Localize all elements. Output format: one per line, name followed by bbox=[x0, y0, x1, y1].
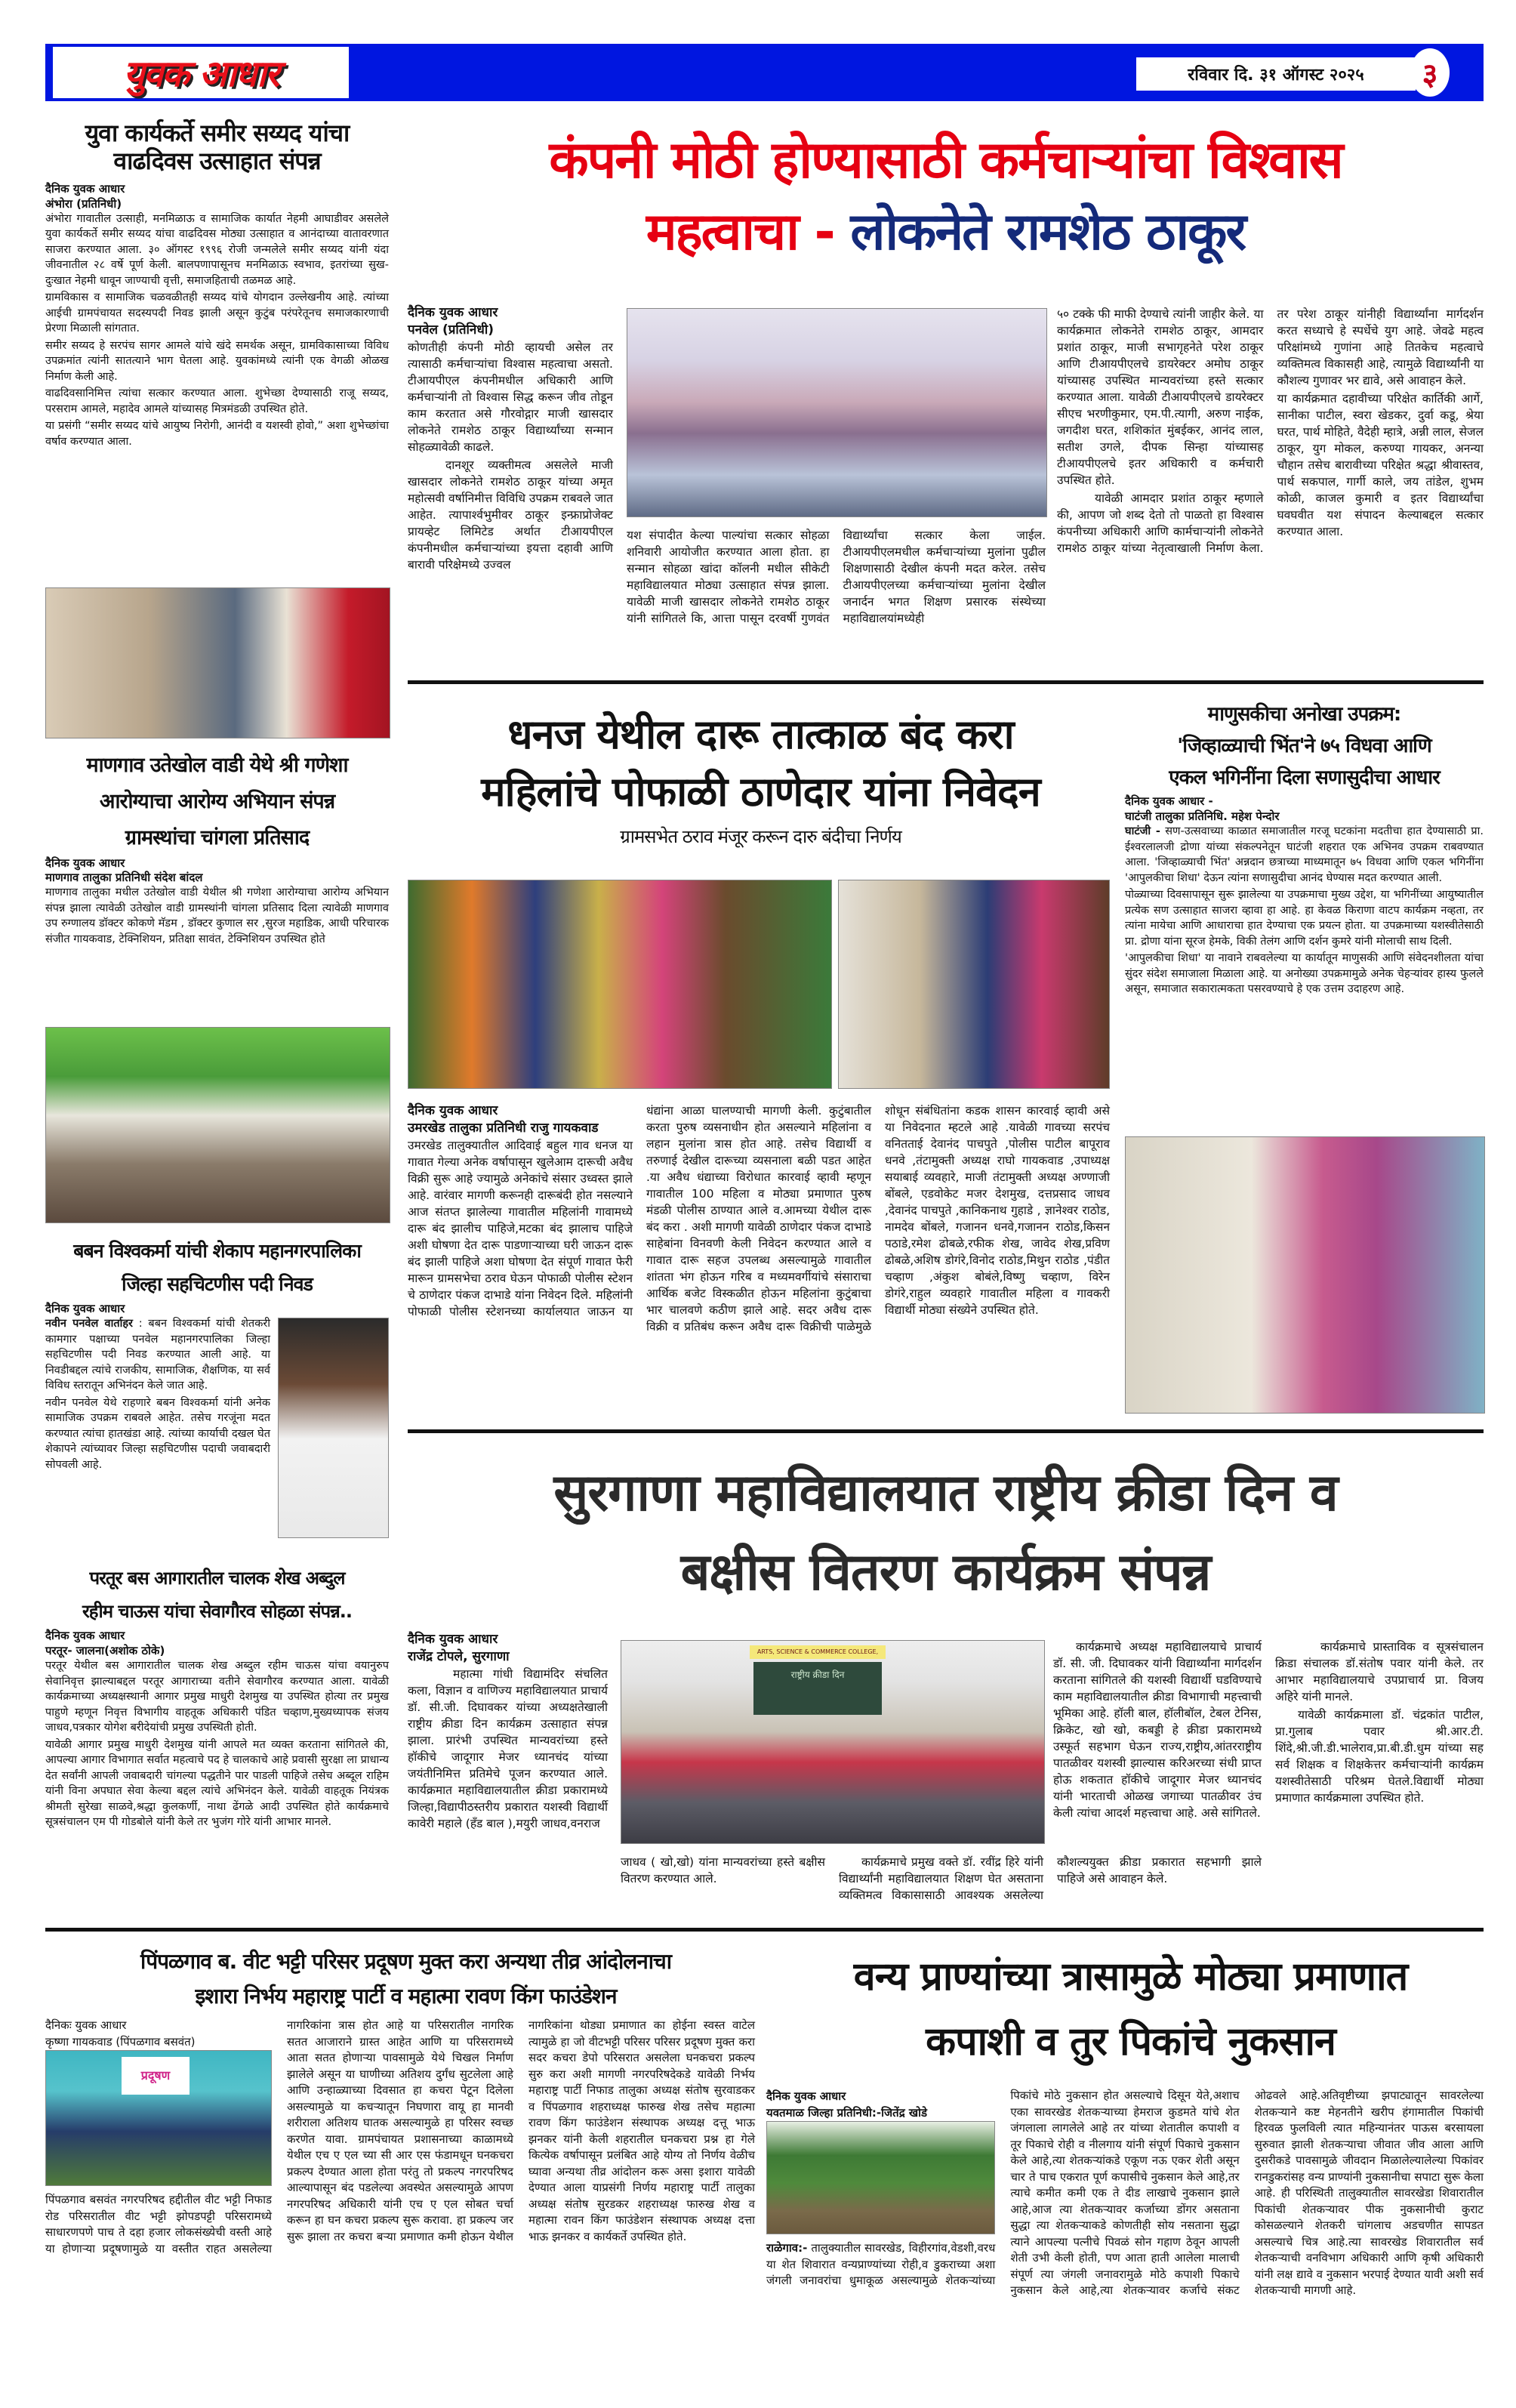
paragraph: सण-उत्सवाच्या काळात समाजातील गरजू घटकांना मदतीचा हात देण्यासाठी प्रा. ईश्वरलालजी द्रोणा यांच्या संकल्पनेतून घाटंजी शहरात एक अभिनव उपक्रम राबवण्यात आला. 'जिव्हाळ्याची भिंत' अन्नदान छत्राच्या माध्यमातून ७५ विधवा आणि एकल भगिनींना 'आपुलकीचा शिधा' देऊन त्यांना सणासुदीचा आनंद घेण्यास मदत करण्यात आली. bbox=[1125, 825, 1484, 884]
paragraph: वाढदिवसानिमित्त त्यांचा सत्कार करण्यात आला. शुभेच्छा देण्यासाठी राजू सय्यद, परसराम आमले, महादेव आमले यांच्यासह मित्रमंडळी उपस्थित होते. bbox=[45, 387, 389, 415]
paragraph: कार्यक्रमाचे प्रमुख वक्ते डॉ. रवींद्र हिरे यांनी विद्यार्थ्यांनी महाविद्यालयात शिक्षण घेत असताना व्यक्तिमत्व विकासासाठी आवश्यक असलेल्या कौशल्ययुक्त क्रीडा प्रकारात सहभागी झाले पाहिजे असे आवाहन केले. bbox=[839, 1855, 1262, 1902]
paragraph: कार्यक्रमाचे प्रास्ताविक व सूत्रसंचालन क्रिडा संचालक डॉ.संतोष पवार यांनी केले. तर आभार महाविद्यालयाचे उपप्राचार्य प्रा. विजय अहिरे यांनी मानले. bbox=[1275, 1640, 1484, 1703]
article-partur-bus-driver bbox=[45, 1562, 389, 1832]
headline-line: कंपनी मोठी होण्यासाठी कर्मचाऱ्यांचा विश्वास bbox=[549, 131, 1342, 190]
dhanaj-headline bbox=[408, 706, 1114, 821]
paragraph: कोणतीही कंपनी मोठी व्हायची असेल तर त्यासाठी कर्मचाऱ्यांचा विश्वास महत्वाचा असतो. टीआयपीएल कंपनीमधील अधिकारी आणि कर्मचाऱ्यांनी तो विश्वास सिद्ध करून जीव तोडून काम करतात असे गौरवोद्गार माजी खासदार लोकनेते रामशेठ ठाकूर विद्यार्थ्यांच्या सन्मान सोहळ्यावेळी काढले. bbox=[408, 341, 613, 454]
headline-line: 'जिव्हाळ्याची भिंत'ने ७५ विधवा आणि bbox=[1177, 735, 1431, 757]
logo-text: युवक आधार bbox=[123, 52, 279, 95]
issue-date: रविवार दि. ३१ ऑगस्ट २०२५ bbox=[1136, 57, 1416, 91]
photo-pollution-protest bbox=[45, 2050, 272, 2186]
paragraph: तालुक्यातील सावरखेड, विहीरगांव,वेडशी,वरध या शेत शिवारात वन्यप्राण्यांच्या रोही,व डुकराच्या अशा जंगली जनावरांचा धुमाकूळ असल्यामुळे शेतकऱ्यांच्या पिकांचे मोठे नुकसान होत असल्याचे दिसून येते,अशाच एका सावरखेड शेतकऱ्याच्या हेमराज कुडमते यांचे शेत जंगलाला लागलेले आहे तर यांच्या शेतातील कपाशी व तूर पिकाचे रोही व नीलगाय यांनी संपूर्ण पिकाचे नुकसान केले आहे,त्या शेतकऱ्यांकडे एकूण नऊ एकर शेती असून चार ते पाच एकरात पूर्ण कपासीचे नुकसान केले आहे,तर त्याचे कमीत कमी एक ते दीड लाखाचे नुकसान झाले आहे,आज त्या शेतकऱ्यावर कर्जाच्या डोंगर असताना सुद्धा त्या शेतकऱ्याकडे कोणतीही सोय नसताना सुद्धा त्याने आपल्या पत्नीचे पिवळं सोन गहाण ठेवून आपली शेती उभी केली होती, पण आता हाती आलेला मालाची संपूर्ण त्या जंगली जनावरामुळे मोठे कपाशी पिकाचे नुकसान केले आहे,त्या शेतकऱ्यावर कर्जाचे संकट ओढवले आहे.अतिवृष्टीच्या झपाट्यातून सावरलेल्या शेतकऱ्याने कष्ट मेहनतीने खरीप हंगामातील पिकांची हिरवळ फुलविली त्यात महिन्यानंतर पाऊस बरसायला सुरुवात झाली शेतकऱ्याचा जीवात जीव आला आणि दुसरीकडे पावसामुळे जीवदान मिळालेल्यालेल्या पिकांवर रानडुकरांसह वन्य प्राण्यांनी नुकसानीचा सपाटा सुरू केला आहे. ही परिस्थिती तालुक्यातील सावरखेडा शिवारातील पिकांची शेतकऱ्यावर पीक नुकसानीची कुराट कोसळल्याने शेतकरी चांगलाच अडचणीत सापडत असल्याचे चित्र आहे.त्या सावरखेड शिवारातील सर्व शेतकऱ्याची वनविभाग अधिकारी आणि कृषी अधिकारी यांनी लक्ष द्यावे व नुकसान भरपाई देण्यात यावी अशी सर्व शेतकऱ्याची मागणी आहे. bbox=[766, 2089, 1484, 2297]
main-article-col1 bbox=[408, 304, 613, 660]
byline-paper: दैनिक युवक आधार bbox=[408, 1103, 498, 1118]
headline bbox=[45, 1562, 389, 1628]
byline bbox=[408, 1102, 633, 1137]
article-samir-sayyad bbox=[45, 119, 389, 521]
byline-paper: दैनिक युवक आधार bbox=[45, 181, 125, 196]
byline-paper: दैनिक युवक आधार bbox=[45, 856, 125, 870]
headline bbox=[45, 119, 389, 175]
byline-place: पनवेल (प्रतिनिधी) bbox=[408, 322, 494, 338]
headline-line-red: महत्वाचा - bbox=[646, 202, 851, 262]
article-body bbox=[408, 339, 613, 660]
paragraph: पिंपळगाव बसवंत नगरपरिषद हद्दीतील वीट भट्टी निफाड रोड परिसरातील वीट भट्टी झोपडपट्टी परिसरामध्ये साधारणपणे पाच ते दहा हजार लोकसंख्येची वस्ती आहे या होणाऱ्या प्रदूषणामुळे या वस्तीत राहत असलेल्या नागरिकांना त्रास होत आहे या परिसरातील नागरिक सतत आजाराने ग्रास्त आहेत आणि या परिसरामध्ये आता सतत होणाऱ्या पावसामुळे येथे चिखल निर्माण झालेले असून या घाणीच्या अतिशय दुर्गंध सुटलेला आहे आणि उन्हाळ्याच्या दिवसात हा कचरा पेटून दिलेला असल्यामुळे या कचऱ्यातून निघणारा वायू हा मानवी शरीराला अतिशय घातक असल्यामुळे हा परिसर स्वच्छ करणेत यावा. ग्रामपंचायत प्रशासनाच्या काळामध्ये येथील एच ए एल च्या सी आर एस फंडामधून घनकचरा प्रकल्प देण्यात आला होता परंतु तो प्रकल्प नगरपरिषद आल्यापासून बंद पडलेल्या अवस्थेत असल्यामुळे आपण नगरपरिषद अधिकारी यांनी एच ए एल सोबत चर्चा करून हा घन कचरा प्रकल्प सुरू करावा. हा प्रकल्प जर सुरू झाला तर कचरा बऱ्या प्रमाणात कमी होऊन येथील नागरिकांना थोड्या प्रमाणात का होईना स्वस्त वाटेल त्यामुळे हा जो वीटभट्टी परिसर परिसर प्रदूषण मुक्त करा सदर कचरा डेपो परिसरात असलेला घनकचरा प्रकल्प सुरु करा अशी मागणी नगरपरिषदेकडे यावेळी निर्भय महाराष्ट्र पार्टी निफाड तालुका अध्यक्ष संतोष सुरवाडकर व पिंपळगाव शहराध्यक्ष फारुख शेख तसेच महात्मा रावण किंग फाउंडेशन संस्थापक अध्यक्ष दत्तू भाऊ झनकर यांनी केली शहरातील घनकचरा प्रश्न हा गेले कित्येक वर्षापासून प्रलंबित आहे योग्य तो निर्णय वेळीच घ्यावा अन्यथा तीव्र आंदोलन करू असा इशारा यावेळी देण्यात आला याप्रसंगी निर्णय महाराष्ट्र पार्टी तालुका अध्यक्ष संतोष सुरडकर शहराध्यक्ष फारुख शेख व महात्मा रावन किंग फाउंडेशन संस्थापक अध्यक्ष दत्ता भाऊ झनकर व कार्यकर्ते उपस्थित होते. bbox=[45, 2018, 755, 2255]
paragraph: समीर सय्यद हे सरपंच सागर आमले यांचे खंदे समर्थक असून, ग्रामविकासाच्या विविध उपक्रमांत त्यांनी सातत्याने भाग घेतला आहे. युवकांमध्ये त्यांनी एक वेगळी ओळख निर्माण केली आहे. bbox=[45, 339, 389, 383]
byline bbox=[1125, 794, 1484, 824]
paragraph: अंभोरा गावातील उत्साही, मनमिळाऊ व सामाजिक कार्यात नेहमी आघाडीवर असलेले युवा कार्यकर्ते समीर सय्यद यांचा वाढदिवस मोठ्या उत्साहात व आनंदाच्या वातावरणात साजरा करण्यात आला. ३० ऑगस्ट १९९६ रोजी जन्मलेले समीर सय्यद यांनी यंदा जीवनातील २८ वर्षे पूर्ण केली. बालपणापासूनच मनमिळाऊ स्वभाव, इतरांच्या सुख-दुःखात नेहमी धावून जाण्याची वृत्ती, समाजहिताची तळमळ आहे. bbox=[45, 212, 389, 287]
byline-place: यवतमाळ जिल्हा प्रतिनिधी:-जितेंद्र खोडे bbox=[766, 2106, 928, 2120]
surgana-col4-5 bbox=[1053, 1639, 1484, 1919]
headline-line: बक्षीस वितरण कार्यक्रम संपन्न bbox=[680, 1543, 1211, 1602]
headline-line-navy: लोकनेते रामशेठ ठाकूर bbox=[850, 202, 1246, 262]
headline-line: वाढदिवस उत्साहात संपन्न bbox=[113, 146, 321, 175]
article-body bbox=[45, 1658, 389, 1830]
paragraph: महात्मा गांधी विद्यामंदिर संचलित कला, विज्ञान व वाणिज्य महाविद्यालयात प्राचार्य डॉ. सी.जी. दिघावकर यांच्या अध्यक्षतेखाली राष्ट्रीय क्रीडा दिन कार्यक्रम उत्साहात संपन्न झाला. प्रारंभी उपस्थित मान्यवरांच्या हस्ते हॉकीचे जादूगार मेजर ध्यानचंद यांच्या जयंतीनिमित्त प्रतिमेचे पूजन करण्यात आले. कार्यक्रमात महाविद्यालयातील क्रीडा प्रकारामध्ये जिल्हा,विद्यापीठस्तरीय प्रकारात यशस्वी विद्यार्थी कावेरी महाले (हॅंड बाल ),मयुरी जाधव,वनराज bbox=[408, 1667, 608, 1830]
byline-paper: दैनिक युवक आधार bbox=[408, 305, 498, 320]
headline-line: जिल्हा सहचिटणीस पदी निवड bbox=[122, 1273, 313, 1295]
surgana-col2-3 bbox=[621, 1854, 1262, 1920]
article-body bbox=[45, 211, 389, 521]
paragraph: ग्रामविकास व सामाजिक चळवळीतही सय्यद यांचे योगदान उल्लेखनीय आहे. त्यांच्या आईची ग्रामपंचायत सदस्यपदी निवड झाली असून कुटुंब परंपरेतूनच समाजकारणाची प्रेरणा मिळाली सांगतात. bbox=[45, 291, 389, 335]
byline-paper: दैनिकः युवक आधार bbox=[45, 2018, 127, 2032]
article-wildlife bbox=[766, 2088, 1484, 2401]
paragraph: ५० टक्के फी माफी देण्याचे त्यांनी जाहीर केले. या कार्यक्रमात लोकनेते रामशेठ ठाकूर, आमदार प्रशांत ठाकूर, माजी सभागृहनेते परेश ठाकूर आणि टीआयपीएलचे डायरेक्टर अमोघ ठाकूर यांच्यासह उपस्थित मान्यवरांच्या हस्ते सत्कार करण्यात आला. यावेळी टीआयपीएलचे डायरेक्टर सीएच भरणीकुमार, एम.पी.त्यागी, अरुण नाईक, जगदीश घरत, शशिकांत मुंबईकर, आनंद लाल, सतीश उगले, दीपक सिन्हा यांच्यासह टीआयपीएलचे इतर अधिकारी व कर्मचारी उपस्थित होते. bbox=[1057, 307, 1264, 487]
divider bbox=[45, 1928, 1484, 1932]
main-headline bbox=[408, 125, 1484, 268]
paragraph: जाधव ( खो,खो) यांना मान्यवरांच्या हस्ते बक्षीस वितरण करण्यात आले. bbox=[621, 1855, 825, 1885]
headline-line: आरोग्याचा आरोग्य अभियान संपन्न bbox=[99, 790, 335, 813]
paragraph: : बबन विश्वकर्मा यांची शेतकरी कामगार पक्षाच्या पनवेल महानगरपालिका जिल्हा सहचिटणीस पदी निवड करण्यात आली आहे. या निवडीबद्दल त्यांचे राजकीय, सामाजिक, शैक्षणिक, या सर्व विविध स्तरातून अभिनंदन केले जात आहे. bbox=[45, 1318, 271, 1392]
article-dhanaj bbox=[408, 1102, 1110, 1423]
photo-damaged-crop-field bbox=[766, 2121, 995, 2234]
paragraph: पोळ्याच्या दिवसापासून सुरू झालेल्या या उपक्रमाचा मुख्य उद्देश, या भगिनींच्या आयुष्यातील प्रत्येक सण उत्साहात साजरा व्हावा हा आहे. हा केवळ किराणा वाटप कार्यक्रम नव्हता, तर त्यांना मायेचा आणि आधाराचा हात देण्याचा एक प्रयत्न होता. या उपक्रमाच्या यशस्वीतेसाठी प्रा. द्रोणा यांना सूरज हेमके, विकी तेलंग आणि दर्शन कुमरे यांनी मोलाची साथ दिली. bbox=[1125, 889, 1484, 948]
byline-place: उमरखेड तालुका प्रतिनिधी राजु गायकवाड bbox=[408, 1121, 599, 1136]
dhanaj-subheadline: ग्रामसभेत ठराव मंजूर करून दारु बंदीचा निर्णय bbox=[620, 826, 901, 847]
byline-place: अंभोरा (प्रतिनिधी) bbox=[45, 196, 122, 211]
byline bbox=[766, 2088, 995, 2121]
headline-line: पिंपळगाव ब. वीट भट्टी परिसर प्रदूषण मुक्त करा अन्यथा तीव्र आंदोलनाचा bbox=[140, 1949, 672, 1974]
paragraph: यश संपादीत केल्या पाल्यांचा सत्कार सोहळा शनिवारी आयोजीत करण्यात आला होता. हा सन्मान सोहळा खांदा कॉलनी मधील सीकेटी महाविद्यालयात मोठ्या उत्साहात संपन्न झाला. यावेळी माजी खासदार लोकनेते रामशेठ ठाकूर यांनी सांगितले कि, आत्ता पासून दरवर्षी गुणवंत विद्यार्थ्यांचा सत्कार केला जाईल. टीआयपीएलमधील कर्मचाऱ्यांच्या मुलांना पुढील शिक्षणासाठी देखील कंपनी मदत करेल. तसेच टीआयपीएलच्या कर्मचाऱ्यांच्या मुलांना देखील जनार्दन भगत शिक्षण प्रसारक संस्थेच्या महाविद्यालयांमध्येही bbox=[627, 529, 1046, 625]
photo-babban-portrait bbox=[278, 1318, 389, 1538]
headline-line: कपाशी व तुर पिकांचे नुकसान bbox=[926, 2019, 1336, 2064]
paragraph: परतूर येथील बस आगारातील चालक शेख अब्दुल रहीम चाऊस यांचा वयानुरुप सेवानिवृत्त झाल्याबद्दल परतूर आगाराच्या वतीने सेवागौरव करण्यात आला. यावेळी कार्यक्रमाच्या अध्यक्षस्थानी आगार प्रमुख माधुरी देशमुख या उपस्थित होत्या तर प्रमुख पाहुणे म्हणून निवृत्त विभागीय वाहतूक अधिकारी पंडित चव्हाण,मुख्यध्यापक संजय जाधव,पत्रकार योगेश बरीदेयांची प्रमुख उपस्थिती होती. bbox=[45, 1660, 389, 1734]
byline-place: राजेंद्र टोपले, सुरगाणा bbox=[408, 1649, 510, 1664]
blackboard: राष्ट्रीय क्रीडा दिन bbox=[753, 1662, 882, 1715]
article-body bbox=[408, 1666, 608, 1911]
byline-paper: दैनिक युवक आधार bbox=[45, 1629, 125, 1642]
main-article-col4-5 bbox=[1057, 306, 1484, 662]
paragraph: कार्यक्रमाचे अध्यक्ष महाविद्यालयाचे प्राचार्य डॉ. सी. जी. दिघावकर यांनी विद्यार्थ्यांना मार्गदर्शन करताना सांगितले की यशस्वी विद्यार्थी घडविण्याचे काम महाविद्यालयातील क्रीडा विभागाची महत्त्वाची भूमिका आहे. हॉली बाल, हॉलीबॉल, टेबल टेनिस, क्रिकेट, खो खो, कबड्डी हे क्रीडा प्रकारामध्ये उस्फूर्त सहभाग घेऊन राज्य,राष्ट्रीय,आंतरराष्ट्रीय पातळीवर यशस्वी झाल्यास करिअरच्या संधी प्राप्त होऊ शकतात हॉकीचे जादूगार मेजर ध्यानचंद यांनी भारताची ओळख जगाच्या पातळीवर उंच केली त्यांचा आदर्श महत्त्वाचा आहे. असे सांगितले. bbox=[1053, 1640, 1262, 1820]
wildlife-headline bbox=[778, 1944, 1484, 2074]
paragraph: माणगाव तालुका मधील उतेखोल वाडी येथील श्री गणेशा आरोग्याचा आरोग्य अभियान संपन्न झाला त्यावेळी उतेखोल वाडी ग्रामस्थांनी चांगला प्रतिसाद दिला त्यावेळी माणगाव उप रुग्णालय डॉक्टर कोकणे मॅडम , डॉक्टर कुणाल सर ,सुरज महाडिक, आधी परिचारक संजीत गायकवाड, टेक्निशियन, प्रतिक्षा सावंत, टेक्निशियन उपस्थित होते bbox=[45, 886, 389, 945]
paragraph: नवीन पनवेल येथे राहणारे बबन विश्वकर्मा यांनी अनेक सामाजिक उपक्रम राबवले आहेत. तसेच गरजूंना मदत करण्यात त्यांचा हातखंडा आहे. त्यांच्या कार्याची दखल घेत शेकापने त्यांच्यावर जिल्हा सहचिटणीस पदाची जवाबदारी सोपवली आहे. bbox=[45, 1396, 270, 1471]
headline bbox=[1125, 698, 1484, 794]
paragraph: 'आपुलकीचा शिधा' या नावाने राबवलेल्या या कार्यातून माणुसकी आणि संवेदनशीलता यांचा सुंदर संदेश समाजाला मिळाला आहे. या अनोख्या उपक्रमामुळे अनेक चेहऱ्यांवर हास्य फुलले असून, समाजात सकारात्मकता पसरवण्याचे हे एक उत्तम उदाहरण आहे. bbox=[1125, 952, 1484, 995]
page-number: ३ bbox=[1410, 48, 1450, 97]
divider bbox=[408, 1429, 1484, 1433]
headline-line: ग्रामस्थांचा चांगला प्रतिसाद bbox=[125, 826, 310, 849]
byline bbox=[45, 856, 389, 885]
dateline: घाटंजी - bbox=[1125, 825, 1160, 837]
paragraph: उमरखेड तालुक्यातील आदिवाई बहुल गाव धनज या गावात गेल्या अनेक वर्षापासून खुलेआम दारूची अवैध विक्री सुरू आहे ज्यामुळे अनेकांचे संसार उध्वस्त झाले आहे. वारंवार मागणी करूनही दारूबंदी होत नसल्याने आज संतप्त झालेल्या गावातील महिलांनी गावामध्ये दारू बंद झालीच पाहिजे,मटका बंद झालाच पाहिजे अशी घोषणा देत दारू पाडणाऱ्याच्या घरी जाऊन दारू बंद झाली पाहिजे अशा घोषणा देत संपूर्ण गावात फेरी मारून ग्रामसभेचा ठराव घेऊन पोफाळी पोलीस स्टेशन चे ठाणेदार पंकज दाभाडे यांना निवेदन दिले. महिलांनी पोफाळी पोलीस स्टेशनच्या कार्यालयात जाऊन या धंद्यांना आळा घालण्याची मागणी केली. कुटुंबातील करता पुरुष व्यसनाधीन होत असल्याने महिलांना व लहान मुलांना त्रास होत आहे. तसेच विद्यार्थी व तरुणाई देखील दारूच्या व्यसनाला बळी पडत आहेत .या अवैध धंद्याच्या विरोधात कारवाई व्हावी म्हणून गावातील 100 महिला व मोठ्या प्रमाणात पुरुष मंडळी पोलीस ठाण्यात आले व.आमच्या येथील दारू बंद करा . अशी मागणी यावेळी ठाणेदार पंकज दाभाडे साहेबांना विनवणी केली निवेदन करण्यात आले व गावात दारू सहज उपलब्ध असल्यामुळे गावातील शांतता भंग होऊन गरिब व मध्यमवर्गीयांचे संसाराचा आर्थिक बजेट विस्कळीत होऊन महिलांना कुटुंबाचा भार चालवणे कठीण झाले आहे. सदर अवैध दारू विक्री व प्रतिबंध करून अवैध दारू विक्रीची पाळेमुळे शोधून संबंधितांना कडक शासन कारवाई व्हावी असे या निवेदनात म्हटले आहे .यावेळी गावच्या सरपंच वनितताई देवानंद पाचपुते ,पोलीस पाटील बापूराव धनवे ,तंटामुक्ती अध्यक्ष राघो गायकवाड ,उपाध्यक्ष सयाबाई व्यवहारे, माजी तंटामुक्ती अध्यक्ष अण्णाजी बोंबले, एडवोकेट मजर देशमुख, दत्तप्रसाद जाधव ,देवानंद पाचपुते ,कानिकनाथ गुहाडे , ज्ञानेश्वर राठोड, नामदेव बोंबले, गजानन धनवे,गजानन राठोड,किसन पठाडे,रमेश ढोबळे,रफीक शेख, जावेद शेख,प्रविण ढोबळे,अशिष डोगंरे,विनोद राठोड,मिथुन राठोड ,पंडीत चव्हाण ,अंकुश बोबंले,विष्णु चव्हाण, विरेन डोगंरे,राहुल व्यवहारे गावातील महिला व गावकरी विद्यार्थी मोठ्या संख्येने उपस्थित होते. bbox=[408, 1104, 1110, 1333]
photo-samir-felicitation bbox=[45, 587, 390, 738]
protest-placard: प्रदूषण bbox=[122, 2057, 190, 2095]
byline-paper: दैनिक युवक आधार bbox=[766, 2089, 846, 2103]
headline-line: इशारा निर्भय महाराष्ट्र पार्टी व महात्मा रावण किंग फाउंडेशन bbox=[195, 1984, 617, 2009]
headline-line: महिलांचे पोफाळी ठाणेदार यांना निवेदन bbox=[481, 768, 1040, 816]
byline-place: कृष्णा गायकवाड (पिंपळगाव बसवंत) bbox=[45, 2034, 196, 2049]
headline-line: धनज येथील दारू तात्काळ बंद करा bbox=[507, 711, 1014, 758]
paragraph: या कार्यक्रमात दहावीच्या परिक्षेत कार्तिकी आर्गे, सानीका पाटील, स्वरा खेडकर, दुर्वा कडू, श्रेया घरत, पार्थ मोहिते, वैदेही म्हात्रे, अन्नी लाल, सेजल ठाकूर, युग मोकल, करुण्या गायकर, अनन्या चौहान तसेच बारावीच्या परिक्षेत श्रद्धा श्रीवास्तव, पार्थ सकपाल, गार्गी काले, जय तांडेल, शुभम कोळी, काजल कुमारी व इतर विद्यार्थ्यांचा घवघवीत यश संपादन केल्याबद्दल सत्कार करण्यात आला. bbox=[1277, 392, 1484, 538]
byline-paper: दैनिक युवक आधार - bbox=[1125, 794, 1213, 808]
surgana-col1 bbox=[408, 1631, 608, 1911]
byline bbox=[45, 2018, 272, 2050]
article-pimpalgaon bbox=[45, 2018, 755, 2399]
dateline: नवीन पनवेल वार्ताहर bbox=[45, 1318, 133, 1330]
photo-women-protest-1 bbox=[408, 880, 832, 1089]
article-body bbox=[1125, 824, 1484, 997]
headline-line: परतूर बस आगारातील चालक शेख अब्दुल bbox=[89, 1568, 345, 1589]
paragraph: यावेळी कार्यक्रमाला डॉ. चंद्रकांत पाटील, प्रा.गुलाब पवार श्री.आर.टी. शिंदे,श्री.जी.डी.भालेराव,प्रा.बी.डी.धुम यांच्या सह सर्व शिक्षक व शिक्षकेत्तर कर्मचाऱ्यांनी कार्यक्रम यशस्वीतेसाठी परिश्रम घेतले.विद्यार्थी मोठ्या प्रमाणात कार्यक्रमाला उपस्थित होते. bbox=[1275, 1708, 1484, 1805]
byline-paper: दैनिक युवक आधार bbox=[408, 1632, 498, 1647]
photo-women-protest-2 bbox=[838, 880, 1110, 1089]
photo-student-felicitation bbox=[627, 308, 1047, 517]
headline-line: वन्य प्राण्यांच्या त्रासामुळे मोठ्या प्रमाणात bbox=[853, 1954, 1408, 1999]
paragraph: यावेळी आमदार प्रशांत ठाकूर म्हणाले की, आपण जो शब्द देतो तो पाळतो हा विश्वास कंपनीच्या अधिकारी आणि कार्मचाऱ्यांनी लोकनेते रामशेठ ठाकूर यांच्या नेतृत्वाखाली निर्माण केला. तर परेश ठाकूर यांनीही विद्यार्थ्यांना मार्गदर्शन करत सध्याचे हे स्पर्धेचे युग आहे. जेवढे महत्व परिक्षांमध्ये गुणांना आहे तितकेच महत्वाचे व्यक्तिमत्व विकासही आहे, त्यामुळे विद्यार्थ्यांनी या कौशल्य गुणावर भर द्यावे, असे आवाहन केले. bbox=[1057, 307, 1484, 555]
byline bbox=[45, 181, 389, 211]
headline bbox=[45, 1235, 389, 1301]
article-ghatanji bbox=[1125, 698, 1484, 999]
photo-grocery-distribution bbox=[1125, 1136, 1485, 1414]
headline-line: बबन विश्वकर्मा यांची शेकाप महानगरपालिका bbox=[73, 1240, 361, 1262]
article-body bbox=[45, 885, 389, 947]
photo-health-camp bbox=[45, 1027, 390, 1223]
paragraph: दानशूर व्यक्तीमत्व असलेले माजी खासदार लोकनेते रामशेठ ठाकूर यांच्या अमृत महोत्सवी वर्षानिमीत्त विविधि उपक्रम राबवले जात आहेत. त्यापार्श्वभुमीवर ठाकूर इन्फ्राप्रोजेक्ट प्रायव्हेट लिमिटेड अर्थात टीआयपीएल कंपनीमधील कर्मचाऱ्यांच्या इयत्ता दहावी आणि बारावी परिक्षेमध्ये उज्वल bbox=[408, 458, 613, 572]
college-banner: ARTS, SCIENCE & COMMERCE COLLEGE, bbox=[750, 1645, 886, 1659]
paragraph: यावेळी आगार प्रमुख माधुरी देशमुख यांनी आपले मत व्यक्त करताना सांगितले की, आपल्या आगार विभागात सर्वात महत्वाचे पद हे चालकाचे आहे प्रवासी सुरक्षा ला प्राधान्य देत सर्वांनी आपली जवाबदारी चांगल्या पद्धतीने पार पाडली पाहिजे तसेच अब्दूल राहिम यांनी विना अपघात सेवा केल्या बद्दल त्यांचे अभिनंदन केले. यावेळी वाहतूक नियंत्रक श्रीमती सुरेखा साळवे,श्रद्धा कुलकर्णी, नाथा ढेंगळे आदी उपस्थित होते कार्यक्रमाचे सूत्रसंचालन एम पी गोडबोले यांनी केले तर भुजंग गोरे यांनी आभार मानले. bbox=[45, 1738, 389, 1828]
byline-place: माणगाव तालुका प्रतिनिधी संदेश बांदल bbox=[45, 871, 203, 884]
headline-line: माणगाव उतेखोल वाडी येथे श्री गणेशा bbox=[86, 754, 348, 777]
photo-sports-day bbox=[621, 1640, 1045, 1844]
headline-line: एकल भगिनींना दिला सणासुदीचा आधार bbox=[1169, 766, 1440, 789]
byline bbox=[408, 1631, 608, 1666]
byline-place: घाटंजी तालुका प्रतिनिधि. महेश पेन्दोर bbox=[1125, 809, 1280, 823]
surgana-headline bbox=[408, 1454, 1484, 1612]
headline-line: सुरगाणा महाविद्यालयात राष्ट्रीय क्रीडा दिन व bbox=[553, 1463, 1338, 1523]
headline-line: माणुसकीचा अनोखा उपक्रम: bbox=[1207, 703, 1401, 726]
pimpalgaon-headline bbox=[45, 1944, 766, 2014]
byline bbox=[45, 1628, 389, 1658]
article-mangaon-health bbox=[45, 748, 389, 948]
newspaper-logo bbox=[53, 47, 349, 98]
byline-place: परतूर- जालना(अशोक ठोके) bbox=[45, 1644, 165, 1657]
byline: दैनिक युवक आधार bbox=[45, 1302, 125, 1315]
headline bbox=[45, 748, 389, 856]
dateline: राळेगाव:- bbox=[766, 2241, 808, 2255]
main-article-col2-3 bbox=[627, 527, 1046, 661]
paragraph: या प्रसंगी “समीर सय्यद यांचे आयुष्य निरोगी, आनंदी व यशस्वी होवो,” अशा शुभेच्छांचा वर्षाव करण्यात आला. bbox=[45, 420, 389, 448]
divider bbox=[408, 680, 1484, 684]
byline bbox=[408, 304, 613, 339]
headline-line: युवा कार्यकर्ते समीर सय्यद यांचा bbox=[85, 119, 350, 147]
headline-line: रहीम चाऊस यांचा सेवागौरव सोहळा संपन्न.. bbox=[82, 1601, 353, 1622]
article-babban-vishwakarma bbox=[45, 1235, 389, 1541]
